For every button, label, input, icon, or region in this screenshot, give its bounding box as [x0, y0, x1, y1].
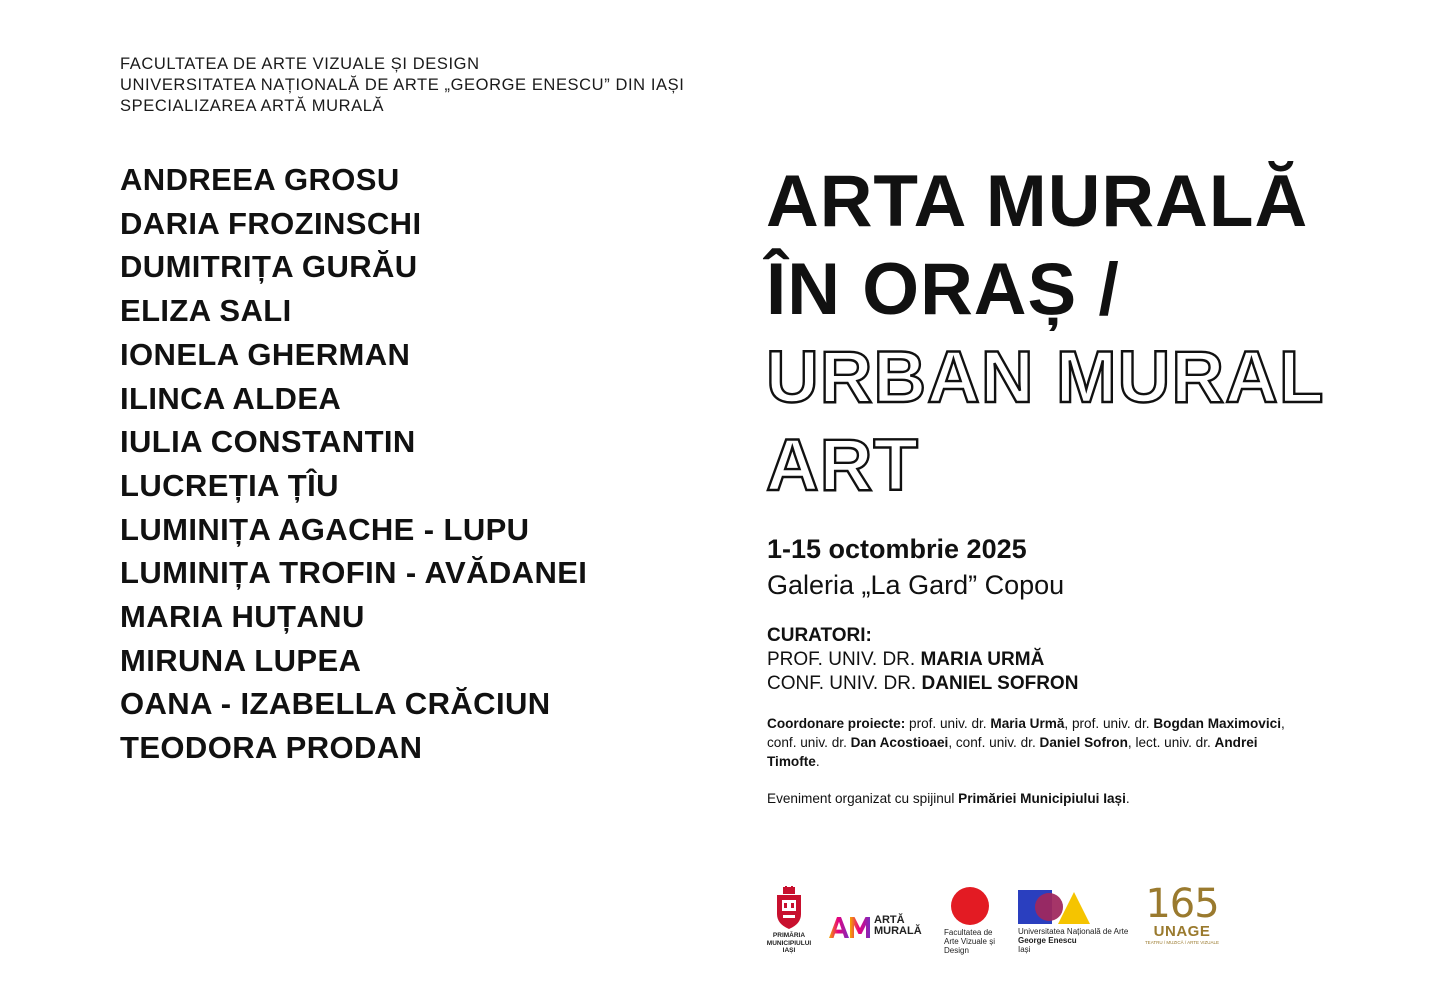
primaria-label-3: IAȘI	[782, 947, 796, 954]
curator-2-title: CONF. UNIV. DR.	[767, 673, 922, 694]
curator-2-name: DANIEL SOFRON	[921, 673, 1079, 694]
unage-mark-icon	[1018, 890, 1090, 924]
coordination-text	[767, 714, 1287, 771]
unage-label-3: Iași	[1018, 945, 1031, 954]
coat-of-arms-icon	[774, 886, 804, 930]
faculty-label-1: Facultatea de	[944, 928, 993, 937]
unage-label-1: Universitatea Națională de Arte	[1018, 927, 1129, 936]
coord-text: prof. univ. dr.	[905, 716, 991, 731]
event-dates: 1-15 octombrie 2025	[767, 534, 1027, 564]
unage-165-logo	[1144, 881, 1220, 946]
curators-heading: CURATORI:	[767, 625, 872, 646]
event-venue: Galeria „La Gard” Copou	[767, 570, 1065, 600]
arta-murala-word-2: MURALĂ	[874, 925, 922, 937]
primaria-label-2: MUNICIPIULUI	[766, 939, 812, 947]
university-name: UNIVERSITATEA NAȚIONALĂ DE ARTE „GEORGE ENESCU” DIN IAȘI	[120, 76, 685, 94]
artist-name: TEODORA PRODAN	[120, 730, 423, 766]
artist-name: MARIA HUȚANU	[120, 599, 365, 635]
arta-murala-logo	[828, 914, 938, 944]
title-line-3: URBAN MURAL	[766, 337, 1325, 418]
artist-name: ANDREEA GROSU	[120, 162, 400, 197]
coord-text: , prof. univ. dr.	[1064, 716, 1154, 731]
curator-2	[767, 672, 1078, 696]
artist-name: LUMINIȚA TROFIN - AVĂDANEI	[120, 555, 588, 591]
artist-name: ELIZA SALI	[120, 293, 292, 329]
artist-name: DUMITRIȚA GURĂU	[120, 249, 418, 285]
unage-logo	[1018, 890, 1148, 954]
artist-name: IULIA CONSTANTIN	[120, 424, 416, 460]
artist-list	[120, 158, 587, 770]
organized-note	[767, 789, 1130, 808]
organized-end: .	[1125, 791, 1130, 806]
coord-name: Andrei Timofte	[767, 735, 1258, 769]
organized-text: Eveniment organizat cu spijinul	[767, 791, 959, 806]
artist-name: LUMINIȚA AGACHE - LUPU	[120, 511, 530, 547]
coord-name: Dan Acostioaei	[850, 735, 949, 750]
coord-text: , conf. univ. dr.	[767, 716, 1285, 750]
primaria-logo	[766, 886, 812, 955]
artist-name: MIRUNA LUPEA	[120, 642, 362, 678]
am-mark-icon	[828, 914, 872, 940]
red-circle-icon	[950, 886, 990, 926]
coordination-label: Coordonare proiecte:	[767, 716, 906, 731]
curator-1	[767, 648, 1078, 672]
primaria-label-1: PRIMĂRIA	[772, 932, 806, 939]
unage-165-tagline: TEATRU / MUZICĂ / ARTE VIZUALE	[1144, 940, 1220, 945]
faculty-logo	[944, 886, 1004, 955]
coord-text: , conf. univ. dr.	[948, 735, 1040, 750]
curator-1-name: MARIA URMĂ	[920, 649, 1045, 670]
unage-label-2: George Enescu	[1018, 936, 1077, 945]
coord-name: Daniel Sofron	[1039, 735, 1128, 750]
partner-logos	[760, 880, 1240, 980]
artist-name: LUCREȚIA ȚÎU	[120, 467, 339, 503]
organized-sponsor: Primăriei Municipiului Iași	[958, 791, 1126, 806]
unage-165-name: UNAGE	[1153, 923, 1211, 940]
artist-name: DARIA FROZINSCHI	[120, 205, 422, 241]
curators-block	[767, 624, 1078, 696]
coord-text: .	[815, 754, 820, 769]
coord-name: Maria Urmă	[990, 716, 1065, 731]
artist-name: OANA - IZABELLA CRĂCIUN	[120, 686, 551, 722]
coord-text: , lect. univ. dr.	[1127, 735, 1215, 750]
title-line-4: ART	[766, 425, 920, 506]
faculty-label-3: Design	[944, 946, 969, 955]
arta-murala-word-1: ARTĂ	[874, 914, 905, 926]
title-line-1: ARTA MURALĂ	[766, 161, 1309, 242]
faculty-name: FACULTATEA DE ARTE VIZUALE ȘI DESIGN	[120, 55, 480, 73]
institution-header	[120, 54, 684, 117]
coord-name: Bogdan Maximovici	[1153, 716, 1281, 731]
anniversary-number: 165	[1145, 881, 1219, 927]
curator-1-title: PROF. UNIV. DR.	[767, 649, 921, 670]
faculty-label-2: Arte Vizuale și	[944, 937, 995, 946]
exhibition-title	[766, 158, 1324, 510]
specialization-name: SPECIALIZAREA ARTĂ MURALĂ	[120, 97, 385, 115]
artist-name: IONELA GHERMAN	[120, 336, 411, 372]
artist-name: ILINCA ALDEA	[120, 380, 342, 416]
title-line-2: ÎN ORAȘ /	[766, 249, 1120, 330]
